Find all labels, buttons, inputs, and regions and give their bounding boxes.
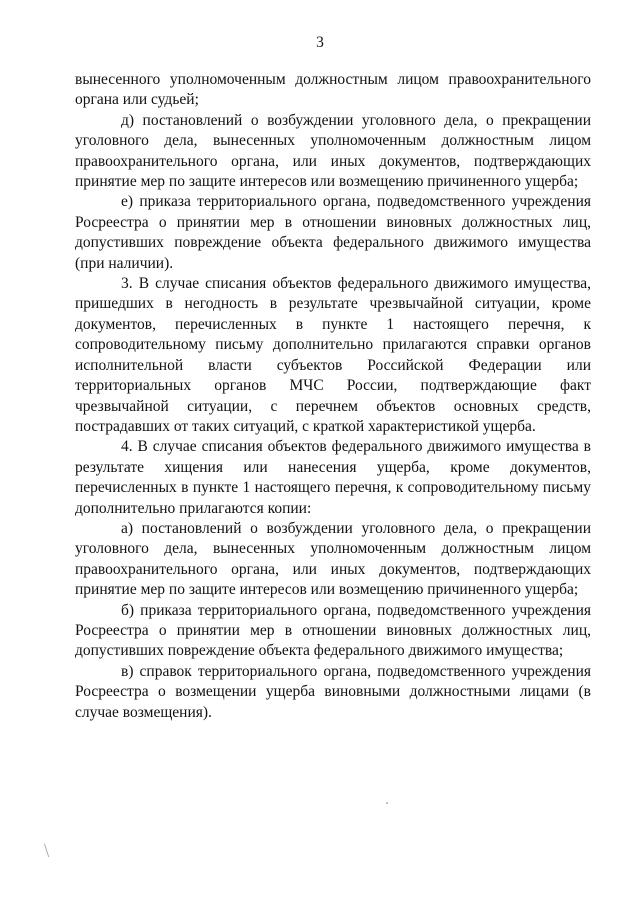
paragraph-item-a: а) постановлений о возбуждении уголовного дела, о прекращении уголовного дела, вынесенных уполномоченным должностным лицом правоохранительного органа, или иных документов, подтверждающих принятие мер по защите интересов или возмещению причиненного ущерба; (75, 519, 591, 599)
scan-artifact-mark (44, 843, 51, 857)
paragraph-continuation: вынесенного уполномоченным должностным лицом правоохранительного органа или судьей; (75, 71, 591, 109)
paragraph-item-e: е) приказа территориального органа, подведомственного учреждения Росреестра о принятии мер в отношении виновных должностных лиц, допустивших повреждение объекта федерального движимого имущества (при наличии). (75, 193, 591, 272)
page-number: 3 (316, 34, 324, 51)
paragraph-item-b: б) приказа территориального органа, подведомственного учреждения Росреестра о принятии мер в отношении виновных должностных лиц, допустивших повреждение объекта федерального движимого имущества; (75, 601, 591, 660)
paragraph-clause-3: 3. В случае списания объектов федерального движимого имущества, пришедших в негодность в результате чрезвычайной ситуации, кроме документов, перечисленных в пункте 1 настоящего перечня, к сопроводительному письму дополнительно прилагаются справки органов исполнительной власти субъектов Российской Федерации или территориальных органов МЧС России, подтверждающие факт чрезвычайной ситуации, с перечнем объектов основных средств, пострадавших от таких ситуаций, с краткой характеристикой ущерба. (75, 275, 591, 435)
document-body (75, 70, 591, 723)
paragraph-clause-4: 4. В случае списания объектов федерального движимого имущества в результате хищения или нанесения ущерба, кроме документов, перечисленных в пункте 1 настоящего перечня, к сопроводительному письму дополнительно прилагаются копии: (75, 438, 591, 517)
paragraph-item-d: д) постановлений о возбуждении уголовного дела, о прекращении уголовного дела, вынесенных уполномоченным должностным лицом правоохранительного органа, или иных документов, подтверждающих принятие мер по защите интересов или возмещению причиненного ущерба; (75, 111, 591, 191)
scan-artifact-dot (386, 802, 388, 804)
paragraph-item-v: в) справок территориального органа, подведомственного учреждения Росреестра о возмещении ущерба виновными должностными лицами (в случае возмещения). (75, 662, 591, 721)
